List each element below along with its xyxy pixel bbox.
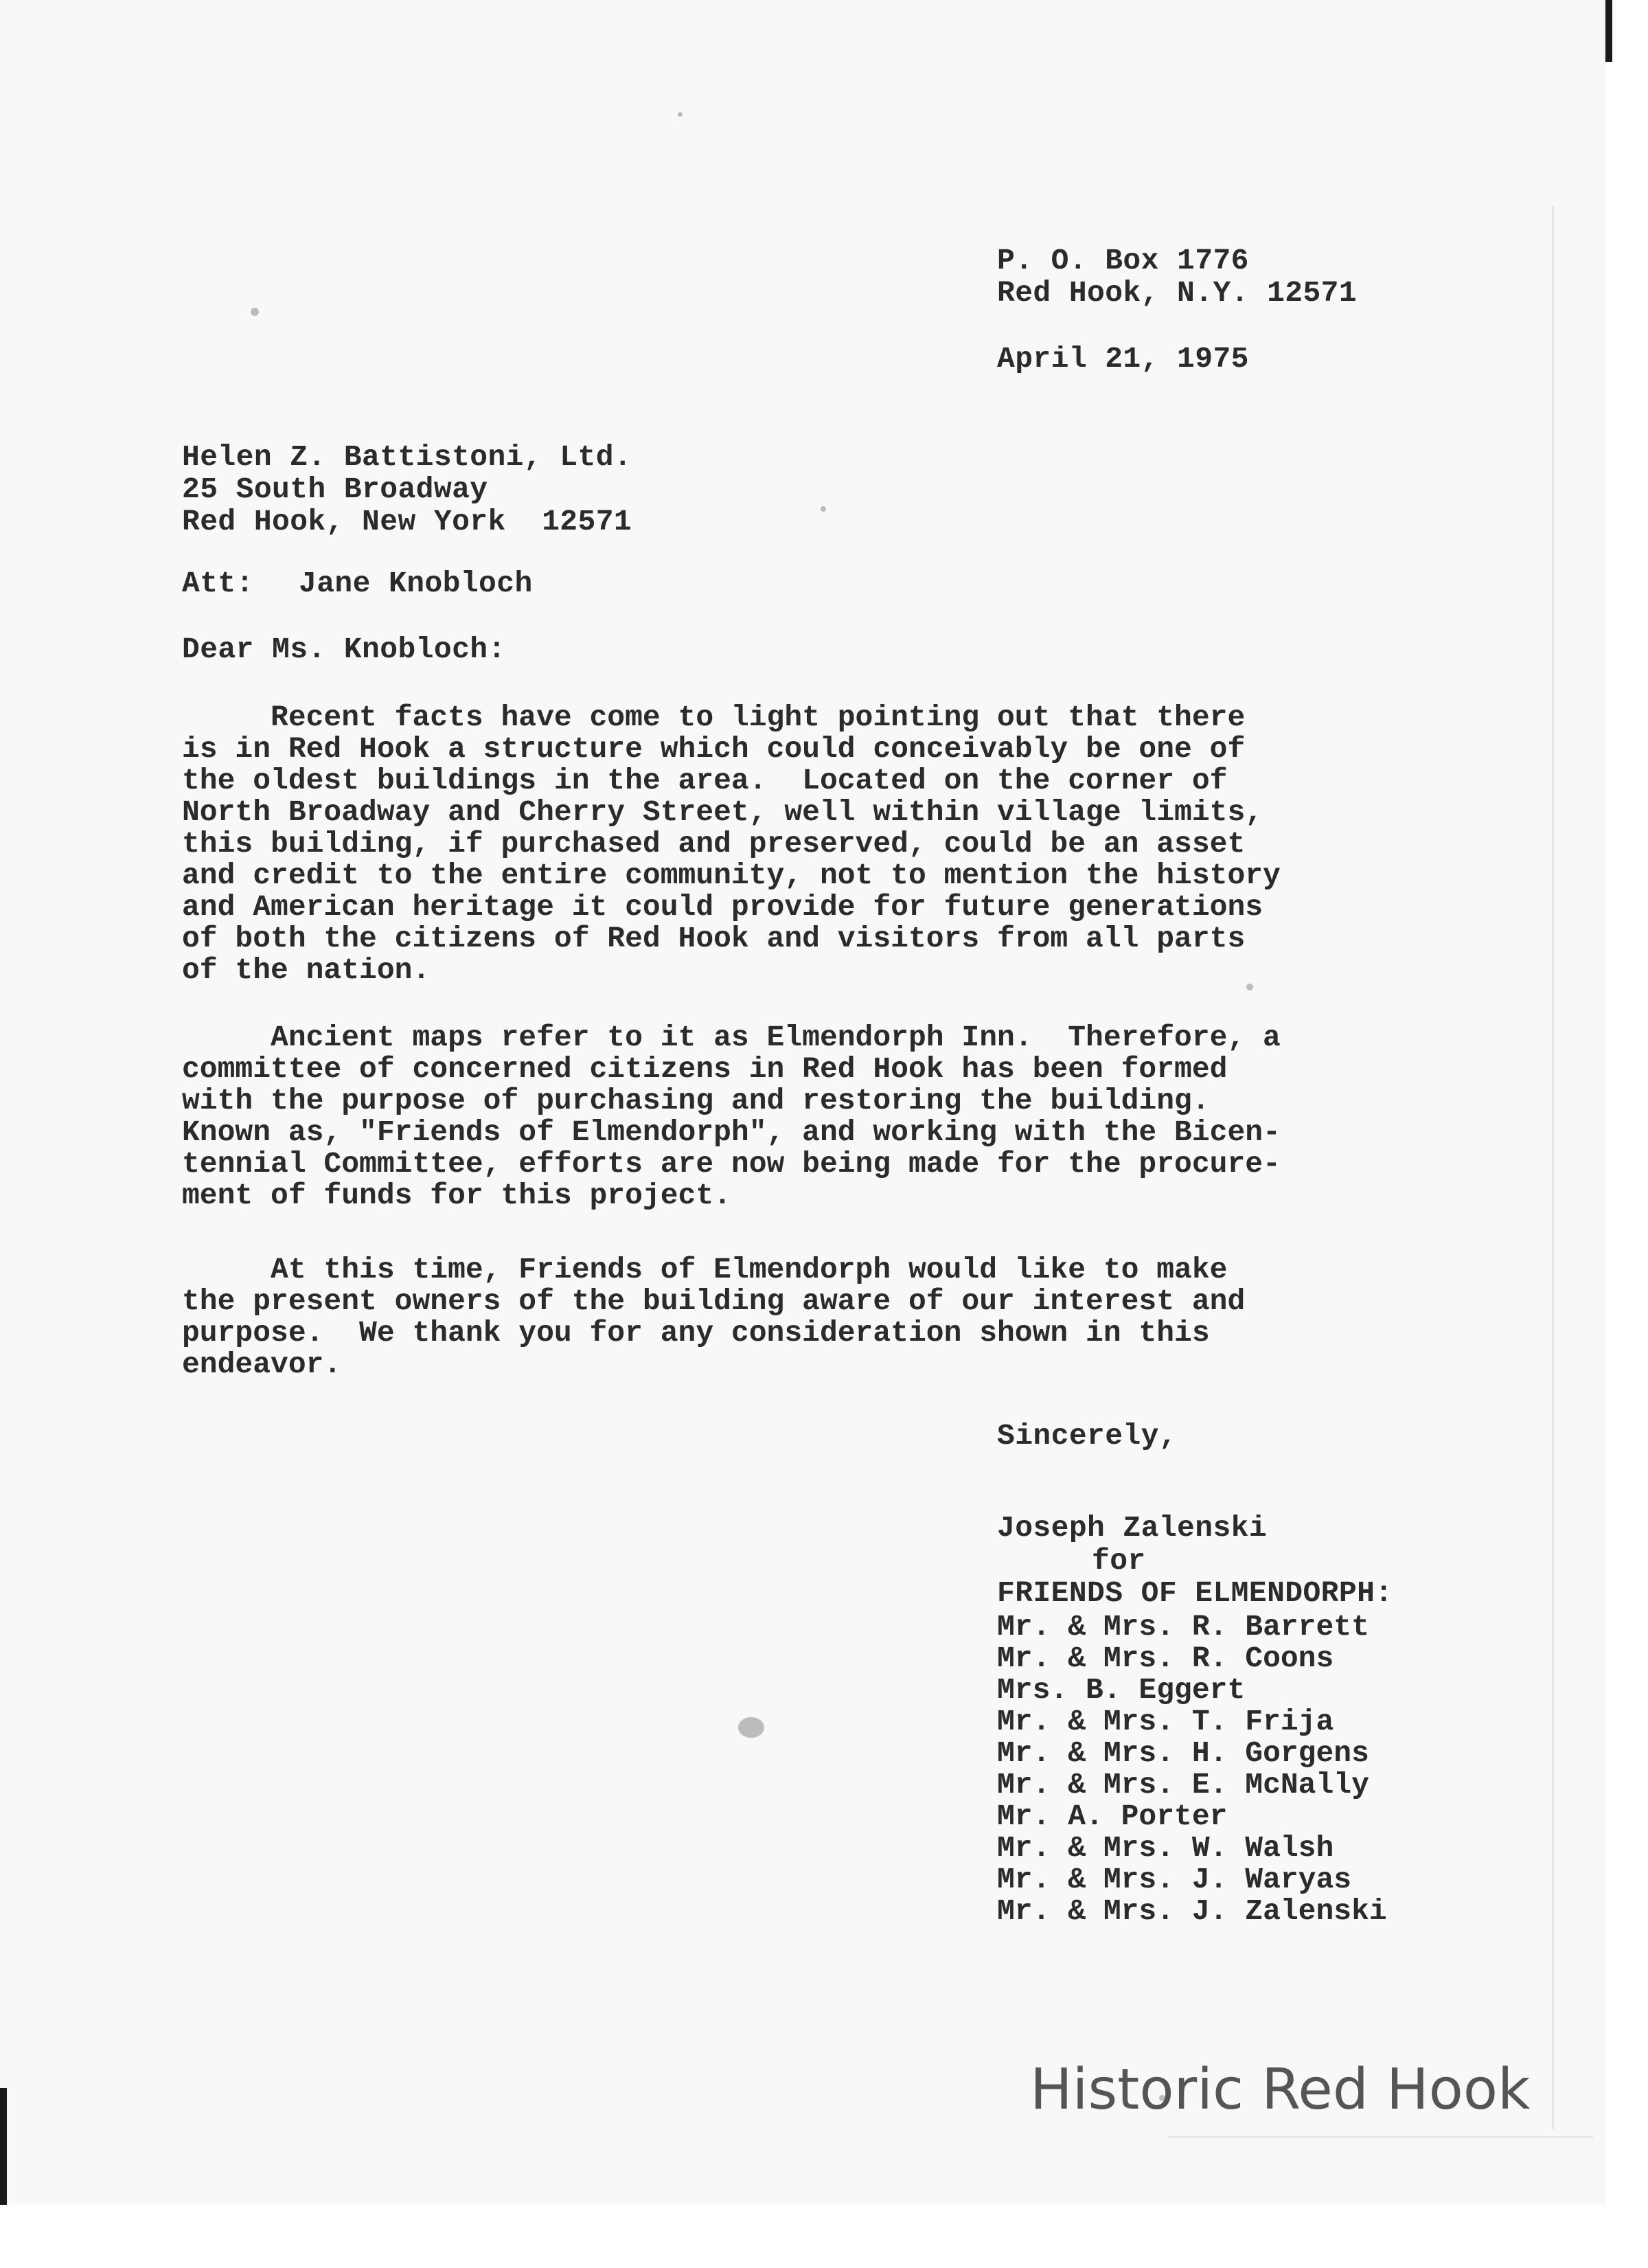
paragraph-line: endeavor. [182, 1348, 342, 1381]
paragraph-line: ment of funds for this project. [182, 1179, 731, 1212]
paragraph-line: with the purpose of purchasing and restoring the building. [182, 1084, 1210, 1118]
paper-speck [738, 1717, 764, 1738]
body-paragraph-1 [182, 702, 1281, 986]
paragraph-line: of the nation. [182, 953, 431, 987]
body-paragraph-2 [182, 1022, 1281, 1212]
watermark-text: Historic Red Hook [1030, 2057, 1531, 2122]
paper-speck [821, 506, 826, 512]
paper-crease [1167, 2136, 1593, 2138]
paper-speck [678, 112, 683, 117]
member-item: Mrs. B. Eggert [997, 1673, 1246, 1707]
recipient-street: 25 South Broadway [182, 473, 488, 506]
paragraph-line: the oldest buildings in the area. Located on the corner of [182, 764, 1228, 797]
paper-speck [251, 308, 259, 316]
paragraph-line: the present owners of the building aware of our interest and [182, 1284, 1246, 1318]
scan-right-edge [1605, 0, 1648, 2268]
body-paragraph-3 [182, 1254, 1245, 1381]
member-item: Mr. & Mrs. R. Coons [997, 1642, 1334, 1675]
scan-bottom-margin [0, 2205, 1648, 2268]
member-item: Mr. & Mrs. J. Zalenski [997, 1894, 1387, 1928]
paragraph-line: of both the citizens of Red Hook and visitors from all parts [182, 922, 1246, 955]
paragraph-line: purpose. We thank you for any consideration shown in this [182, 1316, 1210, 1350]
sender-address-line2: Red Hook, N.Y. 12571 [997, 276, 1358, 310]
member-item: Mr. & Mrs. R. Barrett [997, 1610, 1369, 1644]
paragraph-line: Recent facts have come to light pointing out that there [182, 701, 1246, 734]
paragraph-line: this building, if purchased and preserved, could be an asset [182, 827, 1246, 861]
paper-crease [1552, 206, 1554, 2129]
paragraph-line: Known as, "Friends of Elmendorph", and working with the Bicen- [182, 1115, 1281, 1149]
paragraph-line: and American heritage it could provide for future generations [182, 890, 1263, 924]
letter-date: April 21, 1975 [997, 342, 1249, 376]
recipient-city: Red Hook, New York 12571 [182, 505, 632, 538]
paragraph-line: tennial Committee, efforts are now being made for the procure- [182, 1147, 1281, 1181]
signer-for: for [1092, 1544, 1146, 1578]
member-item: Mr. & Mrs. E. McNally [997, 1768, 1369, 1802]
attention-name: Jane Knobloch [299, 567, 533, 600]
member-item: Mr. & Mrs. H. Gorgens [997, 1736, 1369, 1770]
member-item: Mr. & Mrs. T. Frija [997, 1705, 1334, 1738]
paragraph-line: committee of concerned citizens in Red Hook has been formed [182, 1052, 1228, 1086]
member-list [997, 1611, 1387, 1927]
signer-name: Joseph Zalenski [997, 1511, 1268, 1545]
member-item: Mr. & Mrs. W. Walsh [997, 1831, 1334, 1865]
paragraph-line: At this time, Friends of Elmendorph would like to make [182, 1253, 1228, 1286]
paragraph-line: Ancient maps refer to it as Elmendorph Inn. Therefore, a [182, 1021, 1281, 1054]
organization-name: FRIENDS OF ELMENDORPH: [997, 1576, 1393, 1610]
member-item: Mr. & Mrs. J. Waryas [997, 1863, 1352, 1896]
paragraph-line: is in Red Hook a structure which could conceivably be one of [182, 732, 1246, 766]
sender-address-line1: P. O. Box 1776 [997, 244, 1249, 277]
salutation: Dear Ms. Knobloch: [182, 633, 506, 666]
paragraph-line: North Broadway and Cherry Street, well within village limits, [182, 795, 1263, 829]
member-item: Mr. A. Porter [997, 1800, 1228, 1833]
attention-label: Att: [182, 567, 254, 600]
closing: Sincerely, [997, 1419, 1178, 1453]
recipient-name: Helen Z. Battistoni, Ltd. [182, 440, 632, 474]
paragraph-line: and credit to the entire community, not to mention the history [182, 859, 1281, 892]
